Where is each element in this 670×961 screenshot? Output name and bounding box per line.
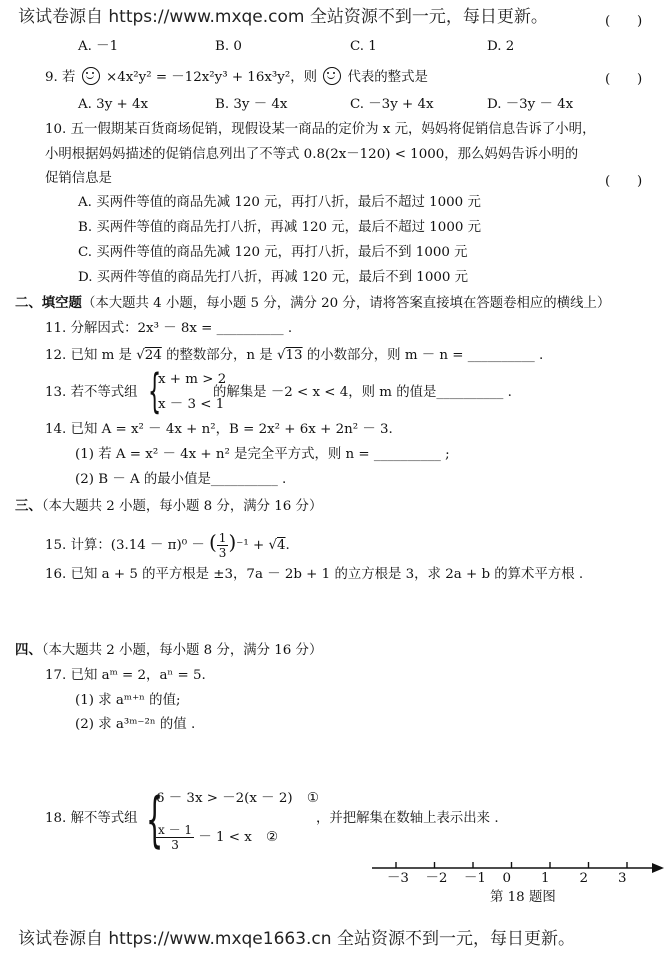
source-banner-top — [18, 8, 548, 26]
smiley-face-icon-2 — [323, 67, 341, 85]
q8-option-c: C. 1 — [350, 39, 377, 54]
q13-row2: x － 3 < 1 — [158, 397, 225, 412]
q9-option-a: A. 3y + 4x — [78, 97, 149, 112]
q14-number: 14. — [45, 422, 67, 437]
section-4-desc: （本大题共 2 小题，每小题 8 分，满分 16 分） — [41, 643, 323, 658]
q14-text: 已知 A = x² － 4x + n²，B = 2x² + 6x + 2n² － 3. — [70, 422, 393, 437]
number-line-tick-label: －3 — [387, 871, 409, 886]
q13-prefix — [45, 384, 138, 402]
q15-fraction — [217, 531, 229, 560]
q9-option-b: B. 3y － 4x — [215, 97, 288, 112]
section-2-heading — [15, 294, 610, 313]
q10-option-d: D. 买两件等值的商品先打八折，再减 120 元，最后不到 1000 元 — [78, 270, 469, 285]
section-2-title: 二、填空题 — [15, 295, 82, 311]
q17-text: 已知 aᵐ = 2，aⁿ = 5. — [70, 668, 206, 683]
q18-fraction — [156, 823, 194, 852]
q17-part1: (1) 求 aᵐ⁺ⁿ 的值; — [75, 693, 181, 708]
q17-part2: (2) 求 a³ᵐ⁻²ⁿ 的值 . — [75, 717, 196, 732]
q15-text-c: . — [285, 538, 290, 553]
q9-answer-bracket: ( ) — [605, 72, 643, 87]
sqrt-sign-2: √ — [276, 348, 286, 363]
q8-option-d: D. 2 — [487, 39, 515, 54]
q18-frac-num: x － 1 — [158, 823, 193, 837]
q18-row2 — [156, 822, 278, 854]
q18-row1-mark: ① — [306, 791, 319, 806]
section-4-heading — [15, 641, 322, 660]
number-line-tick-label: －2 — [425, 871, 448, 886]
q18-row2-mark: ② — [266, 830, 279, 845]
q11-number: 11. — [45, 321, 67, 336]
q13-brace: { — [148, 364, 162, 418]
q9-option-c: C. －3y + 4x — [350, 97, 434, 112]
q18-text-b: ，并把解集在数轴上表示出来 . — [316, 811, 499, 826]
q15-number: 15. — [45, 538, 67, 553]
number-line-tick-label: －1 — [464, 871, 486, 886]
section-2-desc: （本大题共 4 小题，每小题 5 分，满分 20 分，请将答案直接填在答题卷相应的横线上） — [81, 296, 611, 311]
q18-figure-caption: 第 18 题图 — [490, 890, 556, 905]
q9-stem-a: 若 — [62, 70, 76, 85]
source-banner-bottom-text: 该试卷源自 https://www.mxqe1663.cn 全站资源不到一元，每日更新。 — [18, 929, 575, 949]
q15 — [45, 531, 290, 560]
q14-part2: (2) B － A 的最小值是__________ . — [75, 472, 287, 487]
q14-part1: (1) 若 A = x² － 4x + n² 是完全平方式，则 n = __________ ; — [75, 447, 450, 462]
q10-option-a: A. 买两件等值的商品先减 120 元，再打八折，最后不超过 1000 元 — [78, 195, 481, 210]
q15-frac-num: 1 — [218, 531, 227, 545]
q18-prefix — [45, 810, 138, 828]
q12-sqrt-1: 24 — [144, 348, 162, 363]
q15-text-a: 计算：(3.14 － π)⁰ － — [70, 538, 205, 553]
section-3-title: 三、 — [15, 498, 42, 514]
smiley-face-icon — [82, 67, 100, 85]
q16 — [45, 566, 583, 584]
q17-stem — [45, 667, 206, 685]
q15-frac-den: 3 — [218, 546, 227, 560]
q12-sqrt-2: 13 — [285, 348, 303, 363]
q16-number: 16. — [45, 567, 67, 582]
q9-stem-b: ×4x²y² = －12x²y³ + 16x³y²，则 — [105, 70, 317, 85]
q11-text: 分解因式：2x³ － 8x = __________ . — [70, 321, 293, 336]
q11 — [45, 320, 292, 338]
q10-answer-bracket: ( ) — [605, 174, 643, 189]
source-banner-bottom — [18, 930, 575, 948]
q18-text-a: 解不等式组 — [70, 811, 138, 826]
q15-text-b: ⁻¹ + — [236, 538, 265, 553]
q16-text: 已知 a + 5 的平方根是 ±3，7a － 2b + 1 的立方根是 3，求 2a + b 的算术平方根 . — [70, 567, 584, 582]
paren-right: ) — [228, 530, 237, 554]
q9-stem — [45, 67, 428, 87]
q15-sqrt: 4 — [276, 538, 286, 553]
number-line-tick-label: 2 — [579, 871, 589, 886]
q18-frac-den: 3 — [171, 838, 179, 852]
q10-option-b: B. 买两件等值的商品先打八折，再减 120 元，最后不超过 1000 元 — [78, 220, 481, 235]
paren-left: ( — [208, 530, 217, 554]
q10-option-c: C. 买两件等值的商品先减 120 元，再打八折，最后不到 1000 元 — [78, 245, 468, 260]
q10-number: 10. — [45, 122, 67, 137]
q8-answer-bracket: ( ) — [605, 14, 643, 29]
q18-brace: { — [146, 785, 164, 855]
q8-option-b: B. 0 — [215, 39, 242, 54]
number-line-tick-label: 3 — [618, 871, 627, 886]
q9-stem-c: 代表的整式是 — [347, 70, 428, 85]
q18-row1-text: 6 － 3x > －2(x － 2) — [156, 791, 293, 806]
number-line-tick-label: 0 — [502, 871, 512, 886]
q14-stem — [45, 421, 393, 439]
q12-text-b: 的整数部分，n 是 — [166, 348, 273, 363]
q13-number: 13. — [45, 385, 67, 400]
q12 — [45, 347, 543, 365]
q9-number: 9. — [45, 70, 58, 85]
q13-row1: x + m > 2 — [158, 372, 227, 387]
q13-text-b: 的解集是 －2 < x < 4，则 m 的值是__________ . — [213, 385, 512, 400]
q10-line3: 促销信息是 — [45, 171, 112, 186]
q9-option-d: D. －3y － 4x — [487, 97, 574, 112]
sqrt-sign-3: √ — [268, 538, 277, 553]
q12-text-c: 的小数部分，则 m － n = __________ . — [306, 348, 544, 363]
section-3-desc: （本大题共 2 小题，每小题 8 分，满分 16 分） — [41, 499, 323, 514]
q17-number: 17. — [45, 668, 67, 683]
q10-line2: 小明根据妈妈描述的促销信息列出了不等式 0.8(2x－120) < 1000，那么妈妈告诉小明的 — [45, 147, 579, 162]
section-3-heading — [15, 497, 322, 516]
q12-number: 12. — [45, 348, 67, 363]
section-4-title: 四、 — [15, 642, 42, 658]
q12-text-a: 已知 m 是 — [70, 348, 132, 363]
q18-row2-rest: － 1 < x — [198, 830, 252, 845]
q18-number: 18. — [45, 811, 67, 826]
q8-option-a: A. －1 — [78, 39, 119, 54]
q18-row1 — [156, 790, 319, 808]
q10-text-line1: 五一假期某百货商场促销，现假设某一商品的定价为 x 元，妈妈将促销信息告诉了小明， — [70, 122, 596, 137]
sqrt-sign: √ — [136, 348, 145, 363]
q10-line1 — [45, 121, 595, 139]
source-banner-top-text: 该试卷源自 https://www.mxqe.com 全站资源不到一元，每日更新。 — [18, 7, 548, 27]
number-line-tick-label: 1 — [541, 871, 550, 886]
q13-text-a: 若不等式组 — [70, 385, 138, 400]
